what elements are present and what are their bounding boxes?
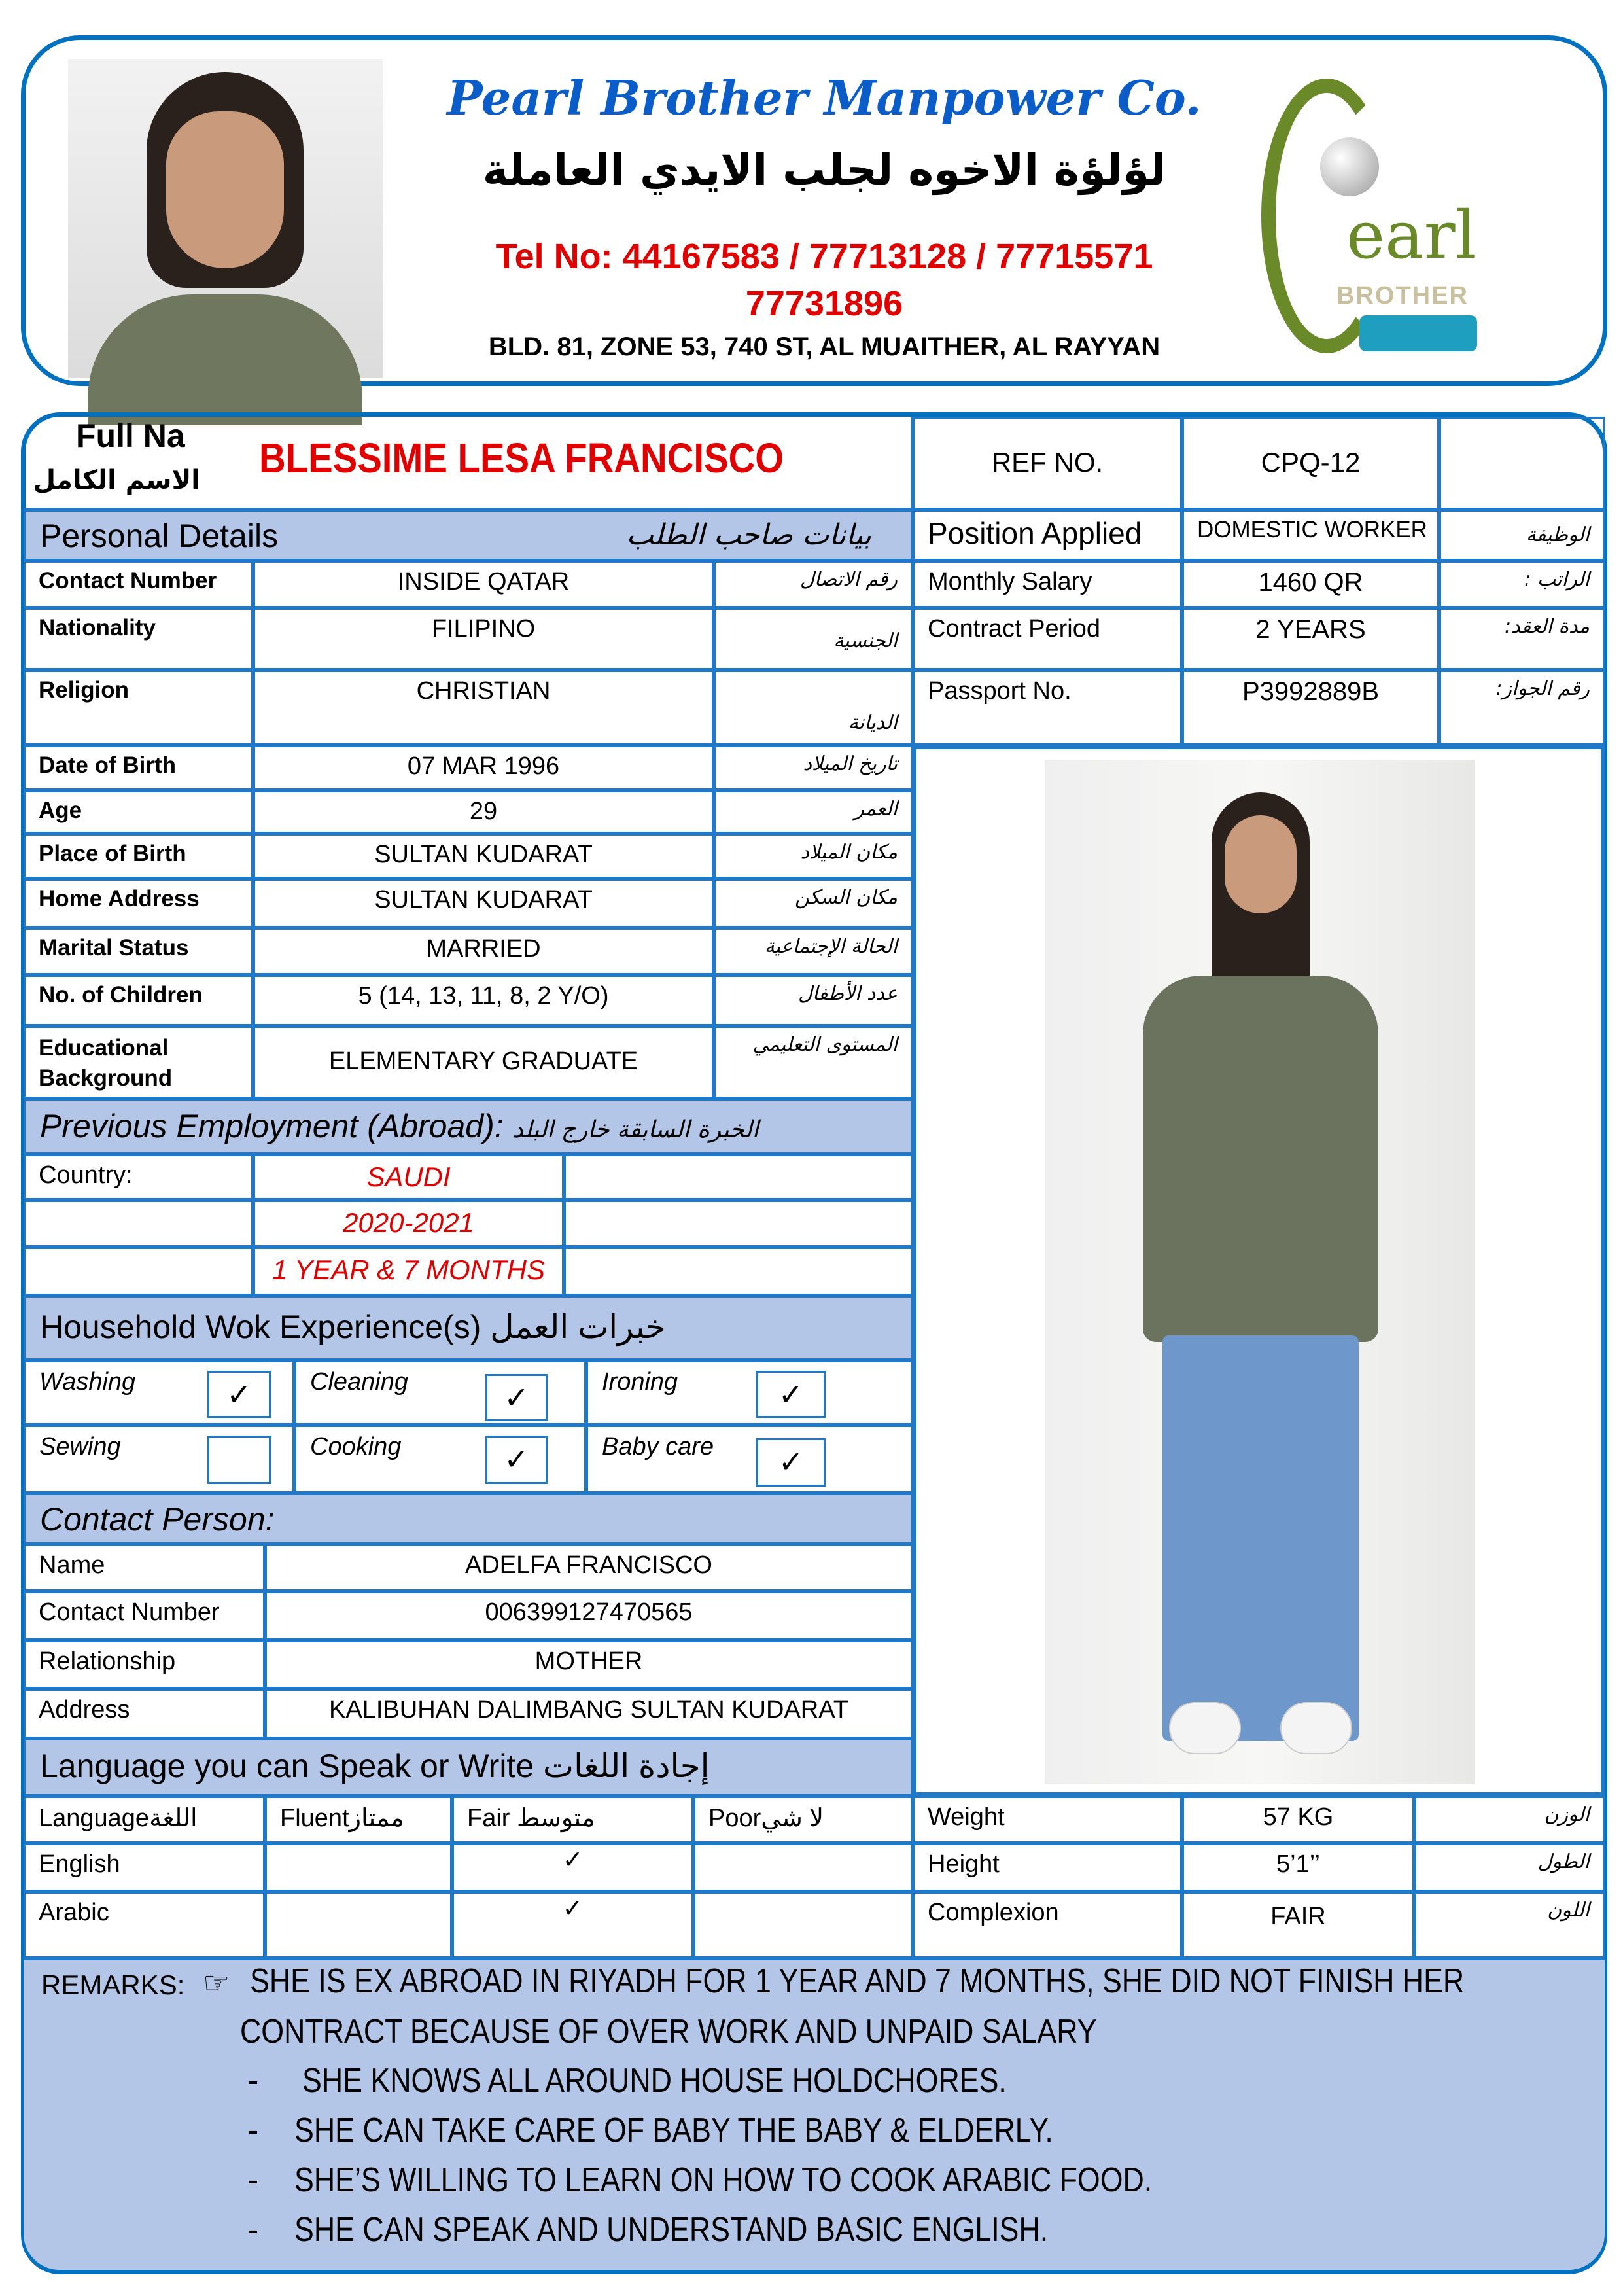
row-label: Name [24, 1544, 265, 1591]
telephone: Tel No: 44167583 / 77713128 / 77715571 [495, 237, 1153, 276]
row-label: Contact Number [24, 561, 253, 608]
empty-cell [24, 1247, 253, 1296]
date-of-birth-value: 07 MAR 1996 [253, 745, 714, 790]
telephone-2: 77731896 [745, 284, 903, 323]
company-name-arabic: لؤلؤة الاخوه لجلب الايدي العاملة [482, 145, 1166, 195]
row-label: Contact Number [24, 1591, 265, 1640]
arabic-fluent [265, 1892, 452, 1958]
row-label-arabic: الجنسية [714, 608, 913, 670]
remark-line: SHE CAN TAKE CARE OF BABY THE BABY & ELDERLY. [294, 2111, 1053, 2149]
english-fluent [265, 1843, 452, 1892]
ref-value: CPQ-12 [1182, 417, 1439, 510]
row-label-arabic: العمر [714, 790, 913, 834]
full-name-value: BLESSIME LESA FRANCISCO [259, 434, 784, 482]
contact-person-number: 006399127470565 [265, 1591, 913, 1640]
children-value: 5 (14, 13, 11, 8, 2 Y/O) [253, 975, 714, 1026]
skill-washing: Washing [39, 1368, 136, 1396]
language-name: Arabic [24, 1892, 265, 1958]
ref-label: REF NO. [913, 417, 1182, 510]
dash: - [247, 2211, 259, 2249]
age-value: 29 [253, 790, 714, 834]
english-poor [693, 1843, 913, 1892]
company-address: BLD. 81, ZONE 53, 740 ST, AL MUAITHER, AL RAYYAN [488, 332, 1161, 361]
row-label: Passport No. [913, 670, 1182, 745]
row-label-arabic: الراتب : [1439, 561, 1605, 608]
personal-details-header [24, 510, 913, 561]
personal-details-title: Personal Details [40, 518, 279, 554]
arabic-poor [693, 1892, 913, 1958]
row-label: Weight [913, 1796, 1182, 1843]
row-label: Complexion [913, 1892, 1182, 1958]
full-body-photo [1045, 760, 1475, 1784]
cooking-checkbox[interactable]: ✓ [485, 1436, 548, 1484]
row-label: Place of Birth [24, 834, 253, 879]
washing-checkbox[interactable]: ✓ [207, 1371, 271, 1418]
contact-person-header: Contact Person: [24, 1493, 913, 1544]
ironing-checkbox[interactable]: ✓ [756, 1371, 826, 1418]
row-label: Position Applied [913, 510, 1182, 561]
row-label-arabic: المستوى التعليمي [714, 1026, 913, 1099]
row-label-arabic: تاريخ الميلاد [714, 745, 913, 790]
religion-value: CHRISTIAN [253, 670, 714, 745]
remark-line: SHE IS EX ABROAD IN RIYADH FOR 1 YEAR AND 7 MONTHS, SHE DID NOT FINISH HER [250, 1962, 1465, 2000]
dash: - [247, 2062, 259, 2100]
skill-sewing: Sewing [39, 1433, 121, 1460]
row-label: Date of Birth [24, 745, 253, 790]
contact-person-relationship: MOTHER [265, 1640, 913, 1689]
remark-line: SHE KNOWS ALL AROUND HOUSE HOLDCHORES. [302, 2062, 1007, 2100]
headshot-photo [68, 59, 383, 378]
education-value: ELEMENTARY GRADUATE [253, 1026, 714, 1099]
row-label-arabic: مكان السكن [714, 879, 913, 928]
row-label-arabic: اللون [1414, 1892, 1605, 1958]
logo-subtext: BROTHER [1336, 282, 1469, 309]
remark-line: SHE’S WILLING TO LEARN ON HOW TO COOK ARABIC FOOD. [294, 2161, 1153, 2199]
row-label: Monthly Salary [913, 561, 1182, 608]
ref-extra [1439, 417, 1605, 510]
personal-details-title-arabic: بيانات صاحب الطلب [626, 518, 871, 552]
empty-cell [564, 1247, 913, 1296]
row-label-arabic: مكان الميلاد [714, 834, 913, 879]
full-name-row [24, 417, 913, 510]
row-label-arabic: مدة العقد: [1439, 608, 1605, 670]
row-label-arabic: الطول [1414, 1843, 1605, 1892]
skill-ironing: Ironing [602, 1368, 678, 1396]
baby-care-checkbox[interactable]: ✓ [756, 1438, 826, 1487]
previous-employment-title: Previous Employment (Abroad): [40, 1108, 504, 1144]
row-label-arabic: الديانة [714, 670, 913, 745]
row-label: Religion [24, 670, 253, 745]
skill-cleaning: Cleaning [310, 1368, 408, 1396]
nationality-value: FILIPINO [253, 608, 714, 670]
weight-value: 57 KG [1182, 1796, 1414, 1843]
salary-value: 1460 QR [1182, 561, 1439, 608]
previous-duration-value: 1 YEAR & 7 MONTHS [253, 1247, 564, 1296]
place-of-birth-value: SULTAN KUDARAT [253, 834, 714, 879]
remarks-label: REMARKS: [41, 1969, 185, 2000]
row-label-arabic: الوظيفة [1439, 510, 1605, 561]
row-label: Relationship [24, 1640, 265, 1689]
remark-line: CONTRACT BECAUSE OF OVER WORK AND UNPAID SALARY [240, 2013, 1097, 2051]
contact-number-value: INSIDE QATAR [253, 561, 714, 608]
row-label: Educational Background [24, 1026, 253, 1099]
position-value: DOMESTIC WORKER [1182, 510, 1439, 561]
pearl-icon [1320, 137, 1379, 196]
row-label-arabic: عدد الأطفال [714, 975, 913, 1026]
poor-col-header: Poorلا شي [693, 1796, 913, 1843]
previous-period-value: 2020-2021 [253, 1200, 564, 1247]
company-logo [1248, 59, 1531, 361]
row-label: Height [913, 1843, 1182, 1892]
company-name: Pearl Brother Manpower Co. [447, 70, 1202, 126]
home-address-value: SULTAN KUDARAT [253, 879, 714, 928]
pointing-hand-icon: ☞ [203, 1966, 230, 2000]
marital-status-value: MARRIED [253, 928, 714, 975]
empty-cell [564, 1154, 913, 1200]
previous-country-value: SAUDI [253, 1154, 564, 1200]
language-name: English [24, 1843, 265, 1892]
row-label: Nationality [24, 608, 253, 670]
row-label: Marital Status [24, 928, 253, 975]
height-value: 5’1’’ [1182, 1843, 1414, 1892]
row-label: Contract Period [913, 608, 1182, 670]
country-label: Country: [24, 1154, 253, 1200]
language-col-header: Languageاللغة [24, 1796, 265, 1843]
contact-person-name: ADELFA FRANCISCO [265, 1544, 913, 1591]
full-name-label-arabic: الاسم الكامل [33, 465, 200, 495]
passport-value: P3992889B [1182, 670, 1439, 745]
english-fair-check: ✓ [452, 1843, 693, 1892]
previous-employment-title-arabic: الخبرة السابقة خارج البلد [512, 1116, 759, 1143]
dash: - [247, 2111, 259, 2149]
complexion-value: FAIR [1182, 1892, 1414, 1958]
cleaning-checkbox[interactable]: ✓ [485, 1374, 548, 1421]
logo-text: earl [1346, 197, 1476, 274]
contact-person-address: KALIBUHAN DALIMBANG SULTAN KUDARAT [265, 1689, 913, 1739]
empty-cell [24, 1200, 253, 1247]
arabic-fair-check: ✓ [452, 1892, 693, 1958]
dash: - [247, 2161, 259, 2199]
row-label: Address [24, 1689, 265, 1739]
row-label: Age [24, 790, 253, 834]
row-label-arabic: الوزن [1414, 1796, 1605, 1843]
skill-cooking: Cooking [310, 1433, 402, 1460]
row-label-arabic: رقم الجواز: [1439, 670, 1605, 745]
remark-line: SHE CAN SPEAK AND UNDERSTAND BASIC ENGLISH. [294, 2211, 1049, 2249]
handshake-icon [1359, 315, 1477, 351]
previous-employment-header [24, 1099, 913, 1154]
language-header: Language you can Speak or Write إجادة اللغات [24, 1739, 913, 1796]
household-header: Household Wok Experience(s) خبرات العمل [24, 1296, 913, 1360]
fluent-col-header: Fluentممتاز [265, 1796, 452, 1843]
sewing-checkbox[interactable] [207, 1436, 271, 1484]
skill-baby-care: Baby care [602, 1433, 714, 1460]
row-label: Home Address [24, 879, 253, 928]
full-name-label: Full Na [76, 417, 185, 454]
row-label: No. of Children [24, 975, 253, 1026]
row-label-arabic: الحالة الإجتماعية [714, 928, 913, 975]
empty-cell [564, 1200, 913, 1247]
contract-period-value: 2 YEARS [1182, 608, 1439, 670]
row-label-arabic: رقم الاتصال [714, 561, 913, 608]
fair-col-header: Fair متوسط [452, 1796, 693, 1843]
